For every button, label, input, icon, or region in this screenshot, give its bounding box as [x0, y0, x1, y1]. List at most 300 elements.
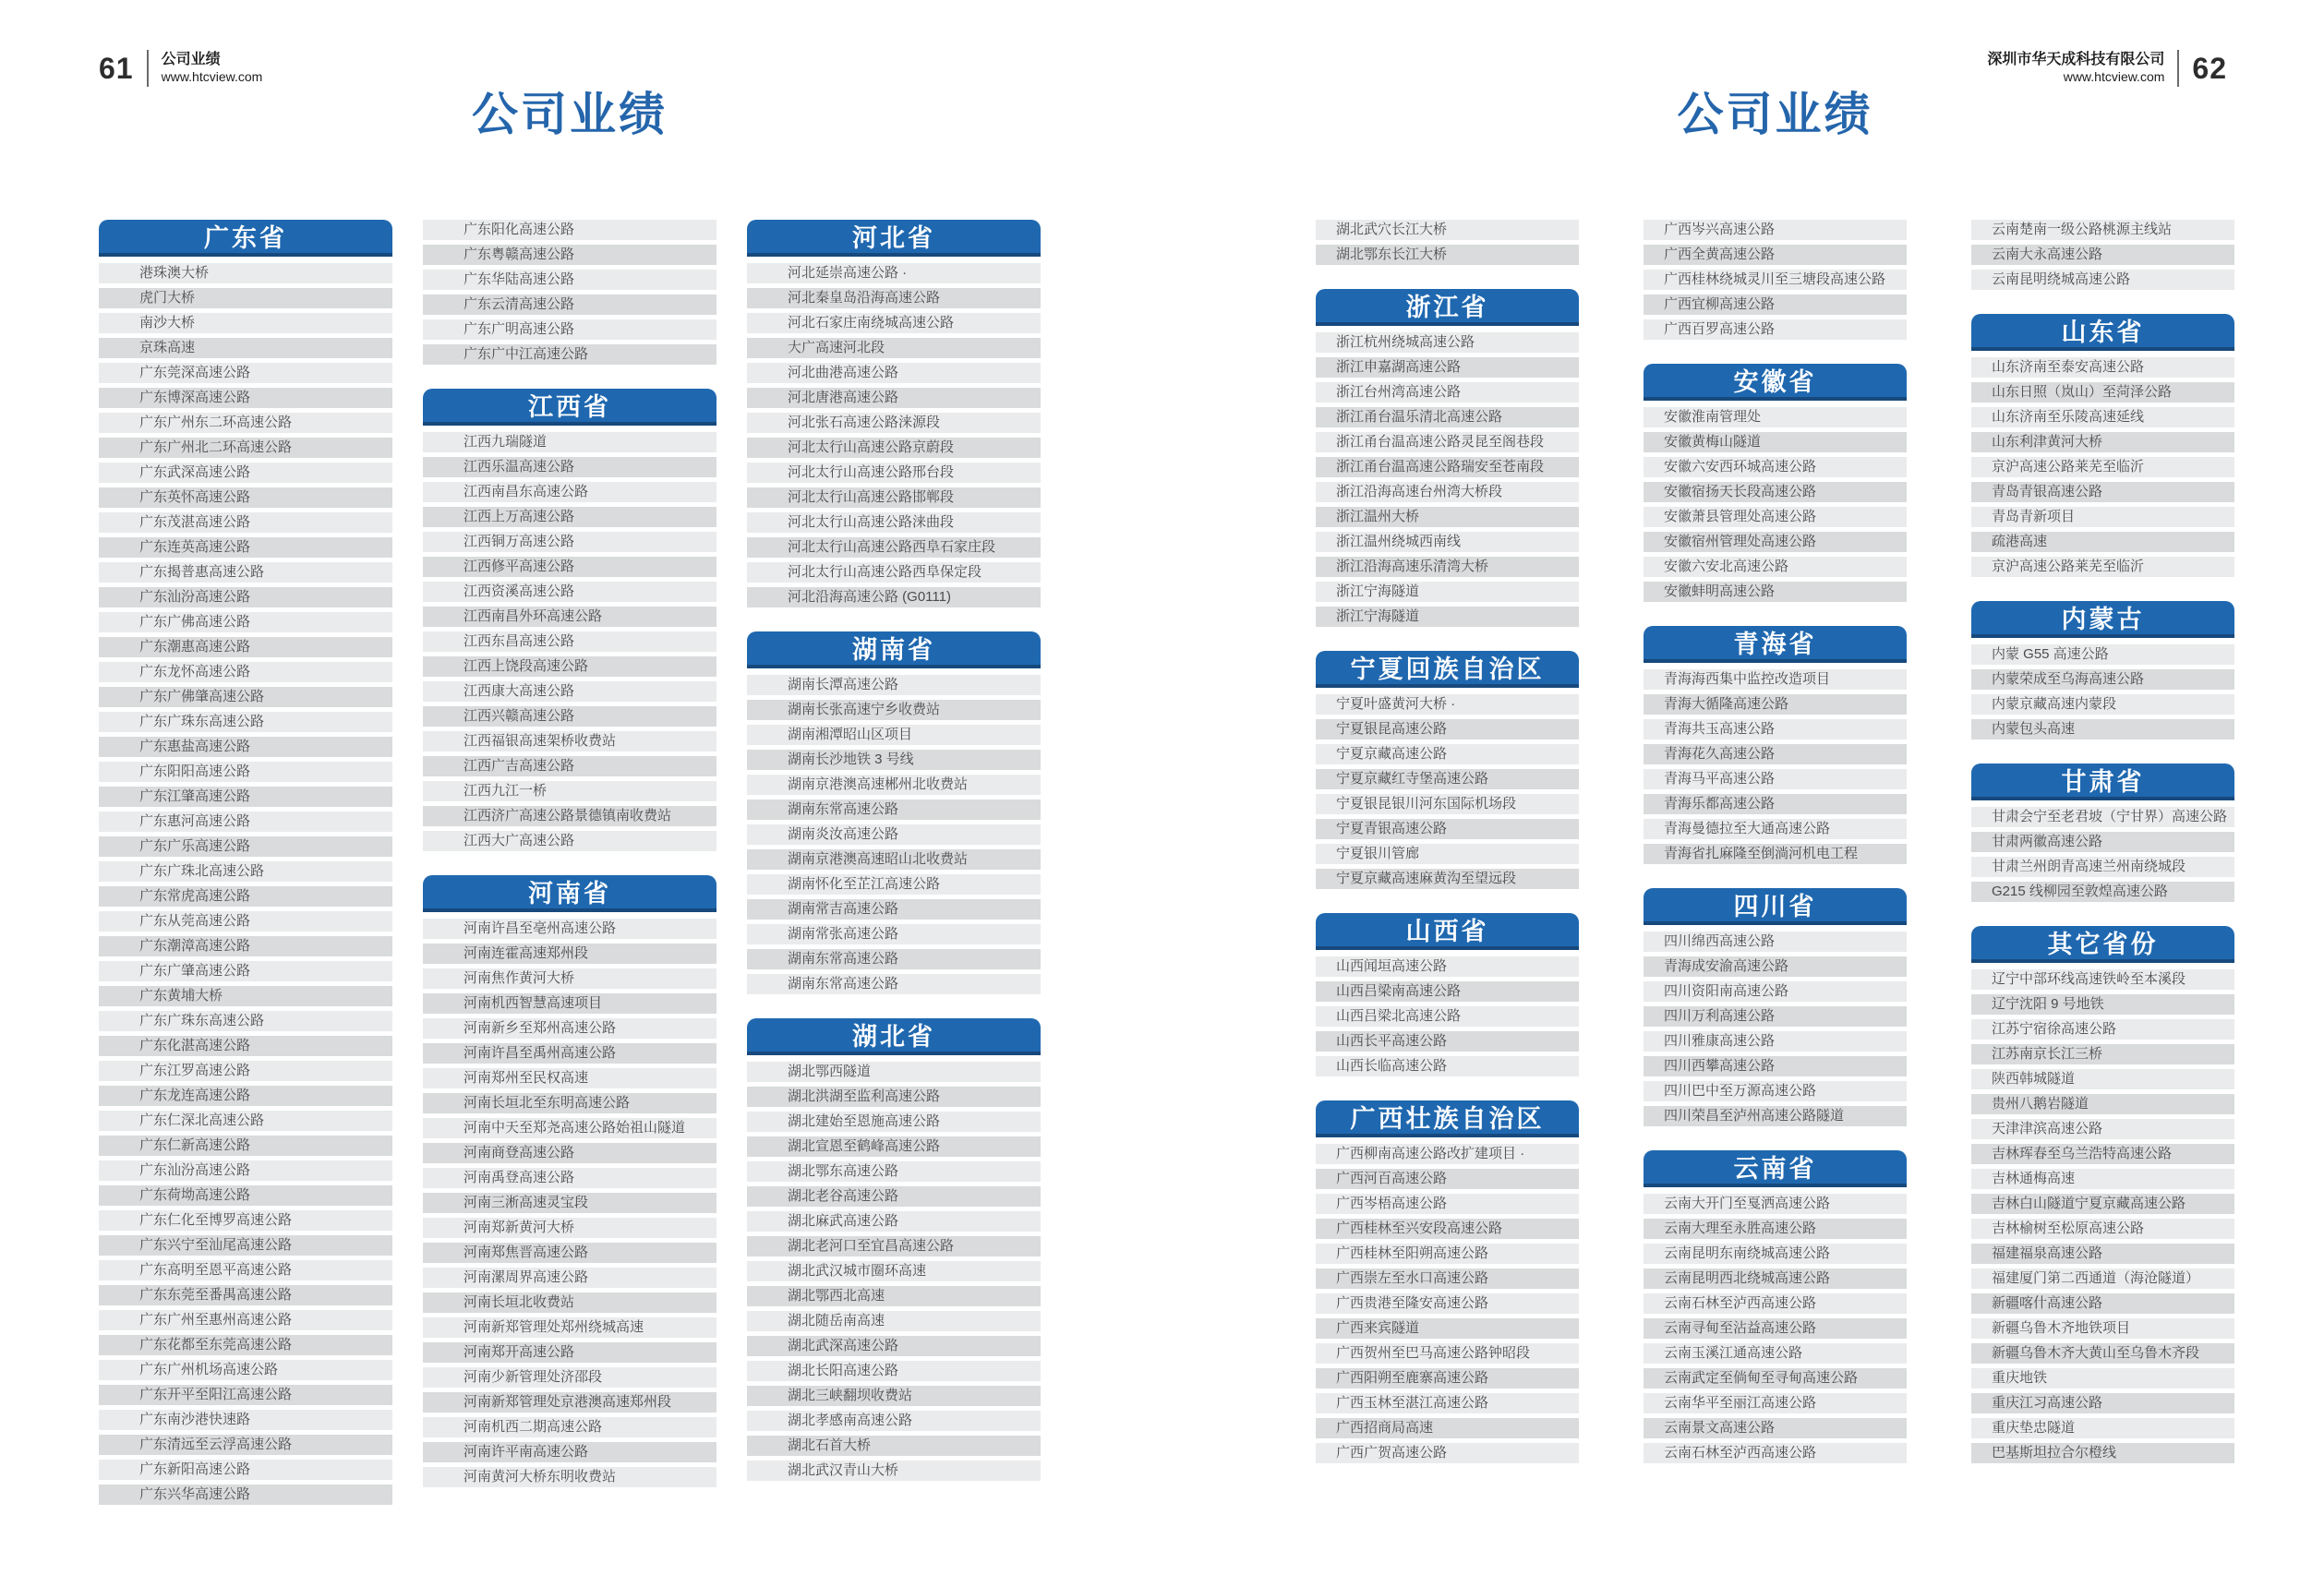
province-header: 青海省 [1644, 626, 1907, 663]
project-item: 广东武深高速公路 [99, 463, 392, 483]
province-section [1644, 364, 1907, 602]
project-item: 云南大理至永胜高速公路 [1644, 1219, 1907, 1239]
project-item: 广东开平至阳江高速公路 [99, 1385, 392, 1405]
project-item: 吉林榆树至松原高速公路 [1971, 1219, 2234, 1239]
project-item: 宁夏银川管廊 [1316, 844, 1579, 864]
project-item: 河南许平南高速公路 [423, 1442, 716, 1462]
project-item: 山东济南至乐陵高速延线 [1971, 407, 2234, 427]
project-item: 云南昆明绕城高速公路 [1971, 270, 2234, 290]
project-item: 青海花久高速公路 [1644, 744, 1907, 764]
project-item: 湖南长沙地铁 3 号线 [747, 750, 1041, 770]
project-item: 青海成安渝高速公路 [1644, 956, 1907, 977]
project-item: 广东东莞至番禺高速公路 [99, 1285, 392, 1305]
project-item: 广东惠河高速公路 [99, 812, 392, 832]
project-item: 甘肃会宁至老君坡（宁甘界）高速公路 [1971, 807, 2234, 827]
project-item: 广西崇左至水口高速公路 [1316, 1268, 1579, 1289]
project-item: 湖北洪湖至监利高速公路 [747, 1087, 1041, 1107]
project-item: 广东惠盐高速公路 [99, 737, 392, 757]
project-item: 浙江甬台温高速公路瑞安至苍南段 [1316, 457, 1579, 477]
project-item: 河北太行山高速公路涞曲段 [747, 512, 1041, 533]
project-item: 广西玉林至湛江高速公路 [1316, 1393, 1579, 1413]
project-item: 天津津滨高速公路 [1971, 1119, 2234, 1139]
project-item: 宁夏青银高速公路 [1316, 819, 1579, 839]
project-item: 广西招商局高速 [1316, 1418, 1579, 1438]
province-section [1971, 763, 2234, 902]
header-section-title: 公司业绩 [161, 52, 221, 68]
project-item: 湖南常吉高速公路 [747, 899, 1041, 920]
project-item: 京珠高速 [99, 338, 392, 358]
project-item: 青海共玉高速公路 [1644, 719, 1907, 739]
project-item: 广西贺州至巴马高速公路钟昭段 [1316, 1343, 1579, 1364]
province-section [1644, 220, 1907, 340]
project-item: 湖北鄂西隧道 [747, 1062, 1041, 1082]
project-item: 江西铜万高速公路 [423, 532, 716, 552]
province-header: 广东省 [99, 220, 392, 257]
project-item: 吉林通梅高速 [1971, 1169, 2234, 1189]
header-website: www.htcview.com [2063, 69, 2165, 85]
project-item: 福建厦门第二西通道（海沧隧道） [1971, 1268, 2234, 1289]
project-item: 浙江宁海隧道 [1316, 607, 1579, 627]
project-item: 广西桂林至阳朔高速公路 [1316, 1244, 1579, 1264]
column [1644, 220, 1907, 1487]
project-item: 河北太行山高速公路西阜石家庄段 [747, 537, 1041, 558]
project-item: 青岛青新项目 [1971, 507, 2234, 527]
project-item: 河北秦皇岛沿海高速公路 [747, 288, 1041, 308]
project-item: 河南许昌至禹州高速公路 [423, 1043, 716, 1064]
project-item: 吉林珲春至乌兰浩特高速公路 [1971, 1144, 2234, 1164]
province-header: 甘肃省 [1971, 763, 2234, 800]
project-item: 湖南京港澳高速昭山北收费站 [747, 849, 1041, 870]
project-item: 吉林白山隧道宁夏京藏高速公路 [1971, 1194, 2234, 1214]
project-item: 河北唐港高速公路 [747, 388, 1041, 408]
project-item: 青海马平高速公路 [1644, 769, 1907, 789]
project-item: 宁夏银昆银川河东国际机场段 [1316, 794, 1579, 814]
project-item: 湖南东常高速公路 [747, 800, 1041, 820]
project-item: 浙江台州湾高速公路 [1316, 382, 1579, 403]
page-title-left: 公司业绩 [472, 89, 668, 140]
project-item: 江西济广高速公路景德镇南收费站 [423, 806, 716, 826]
province-header: 湖北省 [747, 1018, 1041, 1055]
project-item: 山东济南至泰安高速公路 [1971, 357, 2234, 378]
province-header: 安徽省 [1644, 364, 1907, 401]
project-item: 广东黄埔大桥 [99, 986, 392, 1006]
project-item: 河南机西智慧高速项目 [423, 993, 716, 1014]
project-item: 广西桂林至兴安段高速公路 [1316, 1219, 1579, 1239]
project-item: 广东广珠东高速公路 [99, 1011, 392, 1031]
page-number-right: 62 [2192, 51, 2227, 85]
project-item: 巴基斯坦拉合尔橙线 [1971, 1443, 2234, 1463]
project-item: 广东广中江高速公路 [423, 344, 716, 365]
project-item: 湖北长阳高速公路 [747, 1361, 1041, 1381]
project-item: 安徽黄梅山隧道 [1644, 432, 1907, 452]
project-item: 广东从莞高速公路 [99, 911, 392, 932]
project-item: 山东利津黄河大桥 [1971, 432, 2234, 452]
project-item: 广东阳阳高速公路 [99, 762, 392, 782]
province-header: 浙江省 [1316, 289, 1579, 326]
province-section [1316, 1100, 1579, 1463]
project-item: 江西南昌东高速公路 [423, 482, 716, 502]
project-item: 广东花都至东莞高速公路 [99, 1335, 392, 1355]
project-item: 重庆垫忠隧道 [1971, 1418, 2234, 1438]
project-item: 安徽六安北高速公路 [1644, 557, 1907, 577]
project-item: 河北太行山高速公路西阜保定段 [747, 562, 1041, 583]
project-item: 广东连英高速公路 [99, 537, 392, 558]
project-item: 广东茂湛高速公路 [99, 512, 392, 533]
province-header: 湖南省 [747, 631, 1041, 668]
project-item: 辽宁沈阳 9 号地铁 [1971, 994, 2234, 1015]
project-item: 广东南沙港快速路 [99, 1410, 392, 1430]
province-section [423, 389, 716, 851]
project-item: 虎门大桥 [99, 288, 392, 308]
project-item: 江西广吉高速公路 [423, 756, 716, 776]
project-item: 四川荣昌至泸州高速公路隧道 [1644, 1106, 1907, 1126]
province-section [1644, 888, 1907, 1126]
project-item: 广西阳朔至鹿寨高速公路 [1316, 1368, 1579, 1389]
project-item: 湖南常张高速公路 [747, 924, 1041, 944]
project-item: 湖南京港澳高速郴州北收费站 [747, 775, 1041, 795]
project-item: 安徽萧县管理处高速公路 [1644, 507, 1907, 527]
project-item: 河南漯周界高速公路 [423, 1268, 716, 1288]
column [423, 220, 716, 1529]
project-item: 重庆江习高速公路 [1971, 1393, 2234, 1413]
left-page-columns [99, 220, 1041, 1529]
project-item: 云南玉溪江通高速公路 [1644, 1343, 1907, 1364]
project-item: 浙江杭州绕城高速公路 [1316, 332, 1579, 353]
project-item: 广东龙怀高速公路 [99, 662, 392, 682]
project-item: 浙江甬台温高速公路灵昆至阁巷段 [1316, 432, 1579, 452]
project-item: 湖北老河口至宜昌高速公路 [747, 1236, 1041, 1256]
project-item: 河南郑州至民权高速 [423, 1068, 716, 1088]
project-item: 山西吕梁北高速公路 [1316, 1006, 1579, 1027]
project-item: 新疆乌鲁木齐大黄山至乌鲁木齐段 [1971, 1343, 2234, 1364]
project-item: 内蒙包头高速 [1971, 719, 2234, 739]
page-number-left: 61 [99, 51, 134, 85]
project-item: 广东兴华高速公路 [99, 1485, 392, 1505]
project-item: 河南许昌至亳州高速公路 [423, 919, 716, 939]
project-item: 江西南昌外环高速公路 [423, 607, 716, 627]
project-item: 江西修平高速公路 [423, 557, 716, 577]
project-item: 青海曼德拉至大通高速公路 [1644, 819, 1907, 839]
project-item: 青海乐都高速公路 [1644, 794, 1907, 814]
project-item: 广东清远至云浮高速公路 [99, 1435, 392, 1455]
project-item: 河南商登高速公路 [423, 1143, 716, 1163]
project-item: 安徽蚌明高速公路 [1644, 582, 1907, 602]
project-item: 江西上万高速公路 [423, 507, 716, 527]
project-item: 四川西攀高速公路 [1644, 1056, 1907, 1076]
project-item: 广西岑梧高速公路 [1316, 1194, 1579, 1214]
project-item: 河南郑开高速公路 [423, 1342, 716, 1363]
right-page-columns [1316, 220, 2234, 1487]
project-item: 浙江申嘉湖高速公路 [1316, 357, 1579, 378]
project-item: 河南机西二期高速公路 [423, 1417, 716, 1437]
project-item: 江苏南京长江三桥 [1971, 1044, 2234, 1064]
project-item: 广东英怀高速公路 [99, 487, 392, 508]
project-item: 安徽宿扬天长段高速公路 [1644, 482, 1907, 502]
project-item: 江西资溪高速公路 [423, 582, 716, 602]
project-item: 内蒙荣成至乌海高速公路 [1971, 669, 2234, 690]
project-item: 江西东昌高速公路 [423, 631, 716, 652]
project-item: 新疆乌鲁木齐地铁项目 [1971, 1318, 2234, 1339]
project-item: 广东揭普惠高速公路 [99, 562, 392, 583]
province-header: 宁夏回族自治区 [1316, 651, 1579, 688]
project-item: 宁夏京藏高速公路 [1316, 744, 1579, 764]
project-item: 安徽淮南管理处 [1644, 407, 1907, 427]
project-item: 河北太行山高速公路邢台段 [747, 463, 1041, 483]
project-item: 广东仁化至博罗高速公路 [99, 1210, 392, 1231]
project-item: 四川巴中至万源高速公路 [1644, 1081, 1907, 1101]
company-name: 深圳市华天成科技有限公司 [1987, 52, 2165, 68]
project-item: 山西长临高速公路 [1316, 1056, 1579, 1076]
project-item: 湖北鄂东长江大桥 [1316, 245, 1579, 265]
project-item: 四川绵西高速公路 [1644, 932, 1907, 952]
project-item: 内蒙 G55 高速公路 [1971, 644, 2234, 665]
project-item: 陕西韩城隧道 [1971, 1069, 2234, 1089]
province-section [1316, 651, 1579, 889]
project-item: 湖北老谷高速公路 [747, 1186, 1041, 1207]
province-header: 内蒙古 [1971, 601, 2234, 638]
project-item: 广东仁深北高速公路 [99, 1111, 392, 1131]
project-item: 青海省扎麻隆至倒淌河机电工程 [1644, 844, 1907, 864]
project-item: 四川万利高速公路 [1644, 1006, 1907, 1027]
project-item: 内蒙京藏高速内蒙段 [1971, 694, 2234, 715]
project-item: 广东潮惠高速公路 [99, 637, 392, 657]
project-item: 广东广明高速公路 [423, 319, 716, 340]
project-item: 广西河百高速公路 [1316, 1169, 1579, 1189]
project-item: 江苏宁宿徐高速公路 [1971, 1019, 2234, 1040]
project-item: 广东高明至恩平高速公路 [99, 1260, 392, 1280]
project-item: 河北张石高速公路涞源段 [747, 413, 1041, 433]
project-item: 河北沿海高速公路 (G0111) [747, 587, 1041, 607]
project-item: 广东江罗高速公路 [99, 1061, 392, 1081]
project-item: 江西大广高速公路 [423, 831, 716, 851]
project-item: 湖北宣恩至鹤峰高速公路 [747, 1136, 1041, 1157]
province-section [1971, 314, 2234, 577]
project-item: 河南黄河大桥东明收费站 [423, 1467, 716, 1487]
project-item: 山西吕梁南高速公路 [1316, 981, 1579, 1002]
province-section [423, 875, 716, 1487]
project-item: 疏港高速 [1971, 532, 2234, 552]
project-item: 山东日照（岚山）至菏泽公路 [1971, 382, 2234, 403]
page-title-right: 公司业绩 [1677, 89, 1873, 140]
project-item: 广东龙连高速公路 [99, 1086, 392, 1106]
project-item: 湖北鄂西北高速 [747, 1286, 1041, 1306]
project-item: 江西九江一桥 [423, 781, 716, 801]
province-header: 其它省份 [1971, 926, 2234, 963]
project-item: 安徽宿州管理处高速公路 [1644, 532, 1907, 552]
project-item: 浙江沿海高速台州湾大桥段 [1316, 482, 1579, 502]
project-item: 广东云清高速公路 [423, 295, 716, 315]
project-item: 湖北随岳南高速 [747, 1311, 1041, 1331]
project-item: 河南连霍高速郑州段 [423, 944, 716, 964]
project-item: 宁夏京藏红寺堡高速公路 [1316, 769, 1579, 789]
project-item: 广西广贺高速公路 [1316, 1443, 1579, 1463]
project-item: 云南石林至泸西高速公路 [1644, 1443, 1907, 1463]
project-item: 湖北建始至恩施高速公路 [747, 1112, 1041, 1132]
project-item: 广东江肇高速公路 [99, 787, 392, 807]
project-item: 广东华陆高速公路 [423, 270, 716, 290]
project-item: 青海海西集中监控改造项目 [1644, 669, 1907, 690]
project-item: 广东莞深高速公路 [99, 363, 392, 383]
province-section [1644, 1150, 1907, 1463]
project-item: 贵州八鹅岩隧道 [1971, 1094, 2234, 1114]
project-item: 河北石家庄南绕城高速公路 [747, 313, 1041, 333]
project-item: 湖北武深高速公路 [747, 1336, 1041, 1356]
project-item: 湖南怀化至芷江高速公路 [747, 874, 1041, 895]
project-item: 四川资阳南高速公路 [1644, 981, 1907, 1002]
project-item: 河北延崇高速公路 · [747, 263, 1041, 283]
province-section [1971, 926, 2234, 1463]
project-item: 云南华平至丽江高速公路 [1644, 1393, 1907, 1413]
project-item: 湖北三峡翻坝收费站 [747, 1386, 1041, 1406]
project-item: 广西桂林绕城灵川至三塘段高速公路 [1644, 270, 1907, 290]
project-item: 浙江温州大桥 [1316, 507, 1579, 527]
province-section [747, 631, 1041, 994]
project-item: 京沪高速公路莱芜至临沂 [1971, 457, 2234, 477]
project-item: 甘肃兰州朗青高速兰州南绕城段 [1971, 857, 2234, 877]
project-item: 云南寻甸至沾益高速公路 [1644, 1318, 1907, 1339]
project-item: 京沪高速公路莱芜至临沂 [1971, 557, 2234, 577]
project-item: 云南景文高速公路 [1644, 1418, 1907, 1438]
province-header: 河南省 [423, 875, 716, 912]
project-item: 湖南炎汝高速公路 [747, 824, 1041, 845]
column [99, 220, 392, 1529]
column [1316, 220, 1579, 1487]
project-item: 广东阳化高速公路 [423, 220, 716, 240]
project-item: 广东广珠东高速公路 [99, 712, 392, 732]
project-item: 广西岑兴高速公路 [1644, 220, 1907, 240]
project-item: 宁夏京藏高速麻黄沟至望远段 [1316, 869, 1579, 889]
province-header: 四川省 [1644, 888, 1907, 925]
project-item: 湖南长潭高速公路 [747, 675, 1041, 695]
project-item: 江西福银高速架桥收费站 [423, 731, 716, 751]
project-item: 青海大循隆高速公路 [1644, 694, 1907, 715]
project-item: 广东广州北二环高速公路 [99, 438, 392, 458]
project-item: 河南中天至郑尧高速公路始祖山隧道 [423, 1118, 716, 1138]
project-item: 广东汕汾高速公路 [99, 587, 392, 607]
project-item: 河南郑新黄河大桥 [423, 1218, 716, 1238]
project-item: 湖南东常高速公路 [747, 974, 1041, 994]
province-header: 山西省 [1316, 913, 1579, 950]
project-item: 浙江甬台温乐清北高速公路 [1316, 407, 1579, 427]
project-item: 山西闻垣高速公路 [1316, 956, 1579, 977]
project-item: 江西乐温高速公路 [423, 457, 716, 477]
project-item: 南沙大桥 [99, 313, 392, 333]
project-item: 青岛青银高速公路 [1971, 482, 2234, 502]
project-item: 河南少新管理处济邵段 [423, 1367, 716, 1388]
project-item: 安徽六安西环城高速公路 [1644, 457, 1907, 477]
project-item: 湖南湘潭昭山区项目 [747, 725, 1041, 745]
project-item: 广西来宾隧道 [1316, 1318, 1579, 1339]
province-header: 山东省 [1971, 314, 2234, 351]
project-item: 辽宁中部环线高速铁岭至本溪段 [1971, 969, 2234, 990]
project-item: 浙江温州绕城西南线 [1316, 532, 1579, 552]
project-item: 浙江沿海高速乐清湾大桥 [1316, 557, 1579, 577]
project-item: 四川雅康高速公路 [1644, 1031, 1907, 1052]
project-item: 河南长垣北收费站 [423, 1292, 716, 1313]
project-item: 广西百罗高速公路 [1644, 319, 1907, 340]
project-item: 云南武定至倘甸至寻甸高速公路 [1644, 1368, 1907, 1389]
project-item: 甘肃两徽高速公路 [1971, 832, 2234, 852]
project-item: 江西兴赣高速公路 [423, 706, 716, 727]
province-header: 云南省 [1644, 1150, 1907, 1187]
project-item: 江西上饶段高速公路 [423, 656, 716, 677]
project-item: 河南新郑管理处京港澳高速郑州段 [423, 1392, 716, 1413]
project-item: 河南郑焦晋高速公路 [423, 1243, 716, 1263]
project-item: 广东化湛高速公路 [99, 1036, 392, 1056]
project-item: 河南三淅高速灵宝段 [423, 1193, 716, 1213]
header-website: www.htcview.com [161, 69, 263, 85]
project-item: 湖北武汉青山大桥 [747, 1461, 1041, 1481]
project-item: 广东粤赣高速公路 [423, 245, 716, 265]
province-section [1971, 220, 2234, 290]
project-item: G215 线柳园至敦煌高速公路 [1971, 882, 2234, 902]
column [1971, 220, 2234, 1487]
project-item: 广东广州至惠州高速公路 [99, 1310, 392, 1330]
project-item: 河南焦作黄河大桥 [423, 968, 716, 989]
province-section [423, 220, 716, 365]
project-item: 宁夏银昆高速公路 [1316, 719, 1579, 739]
project-item: 广东汕汾高速公路 [99, 1160, 392, 1181]
project-item: 广东广肇高速公路 [99, 961, 392, 981]
project-item: 浙江宁海隧道 [1316, 582, 1579, 602]
project-item: 广西全黄高速公路 [1644, 245, 1907, 265]
project-item: 宁夏叶盛黄河大桥 · [1316, 694, 1579, 715]
project-item: 江西九瑞隧道 [423, 432, 716, 452]
project-item: 广东新阳高速公路 [99, 1460, 392, 1480]
project-item: 云南石林至泸西高速公路 [1644, 1293, 1907, 1314]
project-item: 广东荷坳高速公路 [99, 1185, 392, 1206]
project-item: 广东仁新高速公路 [99, 1136, 392, 1156]
project-item: 广东潮漳高速公路 [99, 936, 392, 956]
province-section [1316, 289, 1579, 627]
project-item: 云南楚南一级公路桃源主线站 [1971, 220, 2234, 240]
project-item: 云南大永高速公路 [1971, 245, 2234, 265]
project-item: 广东博深高速公路 [99, 388, 392, 408]
project-item: 广东广佛肇高速公路 [99, 687, 392, 707]
project-item: 云南大开门至戛洒高速公路 [1644, 1194, 1907, 1214]
project-item: 广东广珠北高速公路 [99, 861, 392, 882]
project-item: 广东广州东二环高速公路 [99, 413, 392, 433]
project-item: 重庆地铁 [1971, 1368, 2234, 1389]
project-item: 广东广佛高速公路 [99, 612, 392, 632]
column [747, 220, 1041, 1529]
province-section [747, 1018, 1041, 1481]
project-item: 江西康大高速公路 [423, 681, 716, 702]
project-item: 湖南东常高速公路 [747, 949, 1041, 969]
project-item: 湖北孝感南高速公路 [747, 1411, 1041, 1431]
project-item: 河北太行山高速公路京蔚段 [747, 438, 1041, 458]
project-item: 湖南长张高速宁乡收费站 [747, 700, 1041, 720]
project-item: 广西宜柳高速公路 [1644, 295, 1907, 315]
project-item: 广西贵港至隆安高速公路 [1316, 1293, 1579, 1314]
province-section [1316, 913, 1579, 1076]
province-section [1316, 220, 1579, 265]
province-header: 河北省 [747, 220, 1041, 257]
project-item: 福建福泉高速公路 [1971, 1244, 2234, 1264]
project-item: 广西柳南高速公路改扩建项目 · [1316, 1144, 1579, 1164]
project-item: 湖北麻武高速公路 [747, 1211, 1041, 1232]
project-item: 广东常虎高速公路 [99, 886, 392, 907]
province-section [1971, 601, 2234, 739]
project-item: 广东广乐高速公路 [99, 836, 392, 857]
project-item: 港珠澳大桥 [99, 263, 392, 283]
project-item: 湖北石首大桥 [747, 1436, 1041, 1456]
province-header: 江西省 [423, 389, 716, 426]
project-item: 河南新郑管理处郑州绕城高速 [423, 1317, 716, 1338]
project-item: 大广高速河北段 [747, 338, 1041, 358]
province-section [1644, 626, 1907, 864]
project-item: 广东兴宁至汕尾高速公路 [99, 1235, 392, 1256]
